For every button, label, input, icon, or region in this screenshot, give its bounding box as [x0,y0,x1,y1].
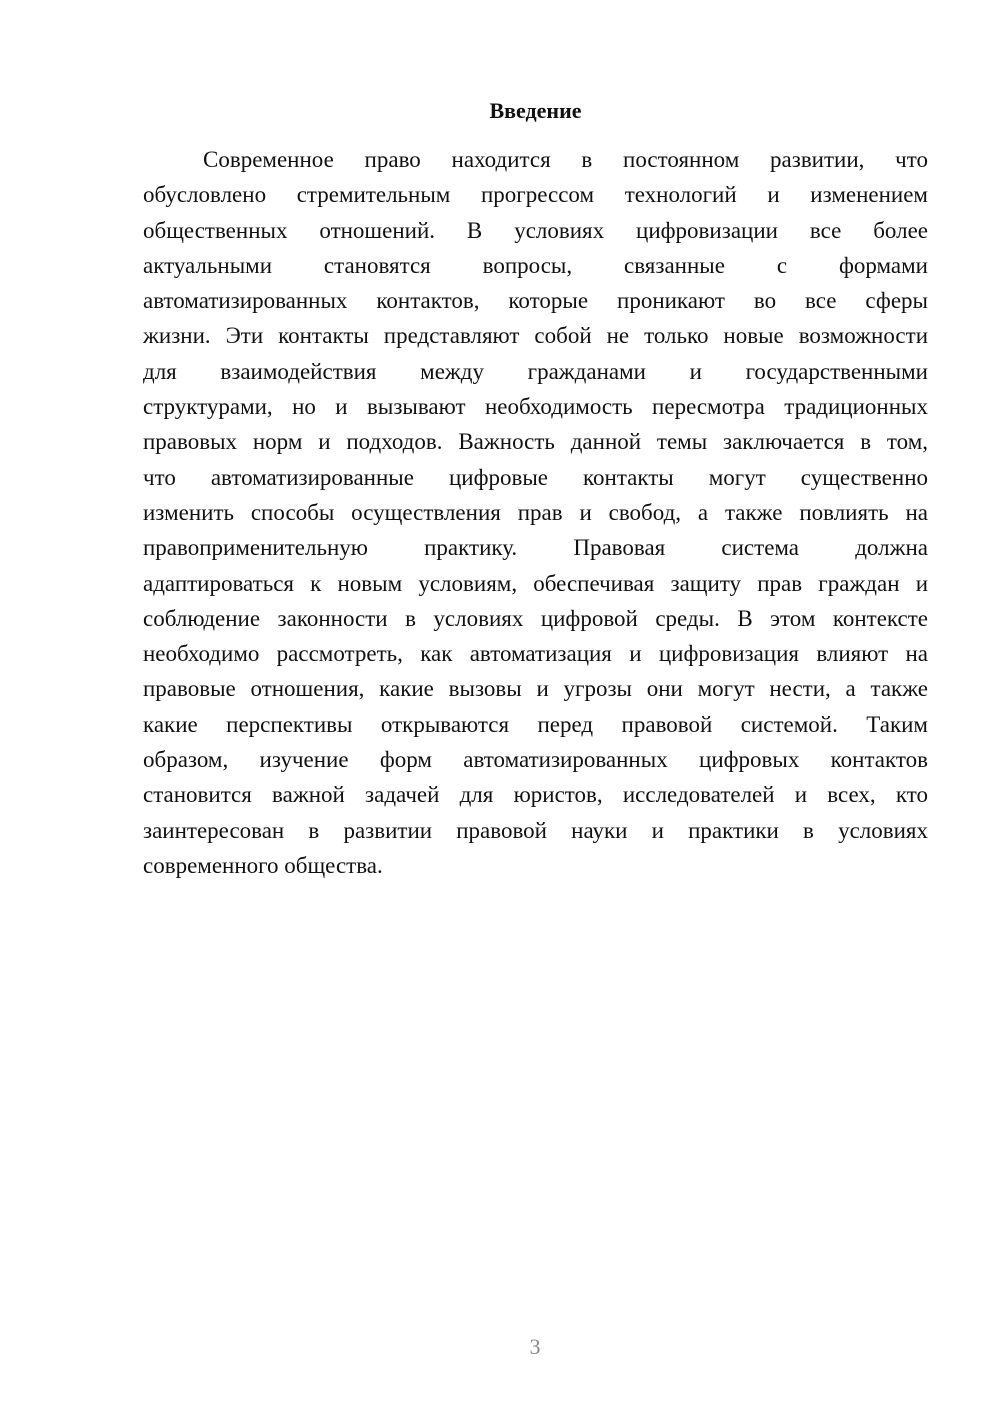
paragraph-line: структурами, но и вызывают необходимость пересмотра традиционных [143,394,928,420]
paragraph-line: что автоматизированные цифровые контакты могут существенно [143,464,928,490]
page-number: 3 [529,1334,541,1359]
paragraph-line: адаптироваться к новым условиям, обеспечивая защиту прав граждан и [143,570,928,596]
paragraph-line: жизни. Эти контакты представляют собой не только новые возможности [143,323,928,349]
paragraph-line: актуальными становятся вопросы, связанные с формами [143,252,928,278]
paragraph-line: правовые отношения, какие вызовы и угрозы они могут нести, а также [143,676,928,702]
paragraph-line: становится важной задачей для юристов, исследователей и всех, кто [143,782,928,808]
paragraph-line: необходимо рассмотреть, как автоматизация и цифровизация влияют на [143,641,928,667]
paragraph-line: современного общества. [143,852,383,878]
paragraph-line: какие перспективы открываются перед правовой системой. Таким [143,711,928,737]
page-title: Введение [489,98,582,123]
paragraph-line: соблюдение законности в условиях цифровой среды. В этом контексте [143,605,928,631]
paragraph-line: заинтересован в развитии правовой науки и практики в условиях [143,817,928,843]
introduction-paragraph [143,142,928,883]
paragraph-line: образом, изучение форм автоматизированных цифровых контактов [143,747,928,773]
paragraph-line: Современное право находится в постоянном развитии, что [203,147,928,172]
paragraph-line: правовых норм и подходов. Важность данной темы заключается в том, [143,429,928,455]
paragraph-line: автоматизированных контактов, которые проникают во все сферы [143,288,928,314]
paragraph-line: общественных отношений. В условиях цифровизации все более [143,217,928,243]
paragraph-line: обусловлено стремительным прогрессом технологий и изменением [143,182,928,208]
paragraph-line: изменить способы осуществления прав и свобод, а также повлиять на [143,499,928,525]
paragraph-line: для взаимодействия между гражданами и государственными [143,358,928,384]
paragraph-line: правоприменительную практику. Правовая система должна [143,535,928,561]
